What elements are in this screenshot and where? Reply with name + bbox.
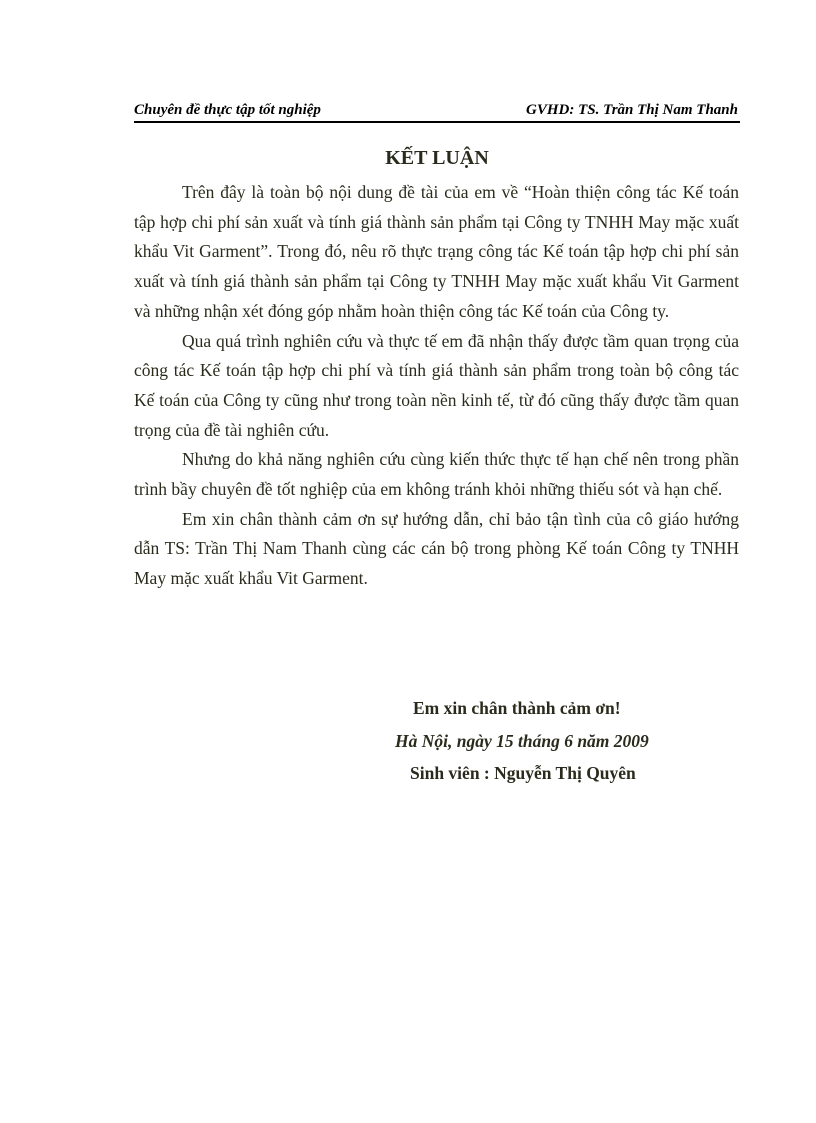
- paragraph-4: Em xin chân thành cảm ơn sự hướng dẫn, chỉ bảo tận tình của cô giáo hướng dẫn TS: Trần Thị Nam Thanh cùng các cán bộ trong phòng Kế toán Công ty TNHH May mặc xuất khẩu Vit Garment.: [134, 508, 739, 589]
- header-divider: [134, 121, 740, 123]
- closing-date: Hà Nội, ngày 15 tháng 6 năm 2009: [395, 731, 649, 751]
- closing-thanks: Em xin chân thành cảm ơn!: [413, 698, 621, 718]
- page-title: KẾT LUẬN: [385, 147, 489, 169]
- page-header: [134, 99, 740, 121]
- conclusion-body: [134, 178, 739, 594]
- paragraph-1: Trên đây là toàn bộ nội dung đề tài của em về “Hoàn thiện công tác Kế toán tập hợp chi phí sản xuất và tính giá thành sản phẩm tại Công ty TNHH May mặc xuất khẩu Vit Garment”. Trong đó, nêu rõ thực trạng công tác Kế toán tập hợp chi phí sản xuất và tính giá thành sản phẩm tại Công ty TNHH May mặc xuất khẩu Vit Garment và những nhận xét đóng góp nhằm hoàn thiện công tác Kế toán của Công ty.: [134, 182, 739, 321]
- paragraph-2: Qua quá trình nghiên cứu và thực tế em đã nhận thấy được tầm quan trọng của công tác Kế toán tập hợp chi phí và tính giá thành sản phẩm trong toàn bộ công tác Kế toán của Công ty cũng như trong toàn nền kinh tế, từ đó cũng thấy được tầm quan trọng của đề tài nghiên cứu.: [134, 330, 739, 440]
- closing-signer: Sinh viên : Nguyễn Thị Quyên: [410, 763, 636, 783]
- header-document-type: Chuyên đề thực tập tốt nghiệp: [134, 102, 321, 118]
- header-supervisor: GVHD: TS. Trần Thị Nam Thanh: [526, 102, 738, 118]
- paragraph-3: Nhưng do khả năng nghiên cứu cùng kiến thức thực tế hạn chế nên trong phần trình bầy chuyên đề tốt nghiệp của em không tránh khỏi những thiếu sót và hạn chế.: [134, 449, 739, 500]
